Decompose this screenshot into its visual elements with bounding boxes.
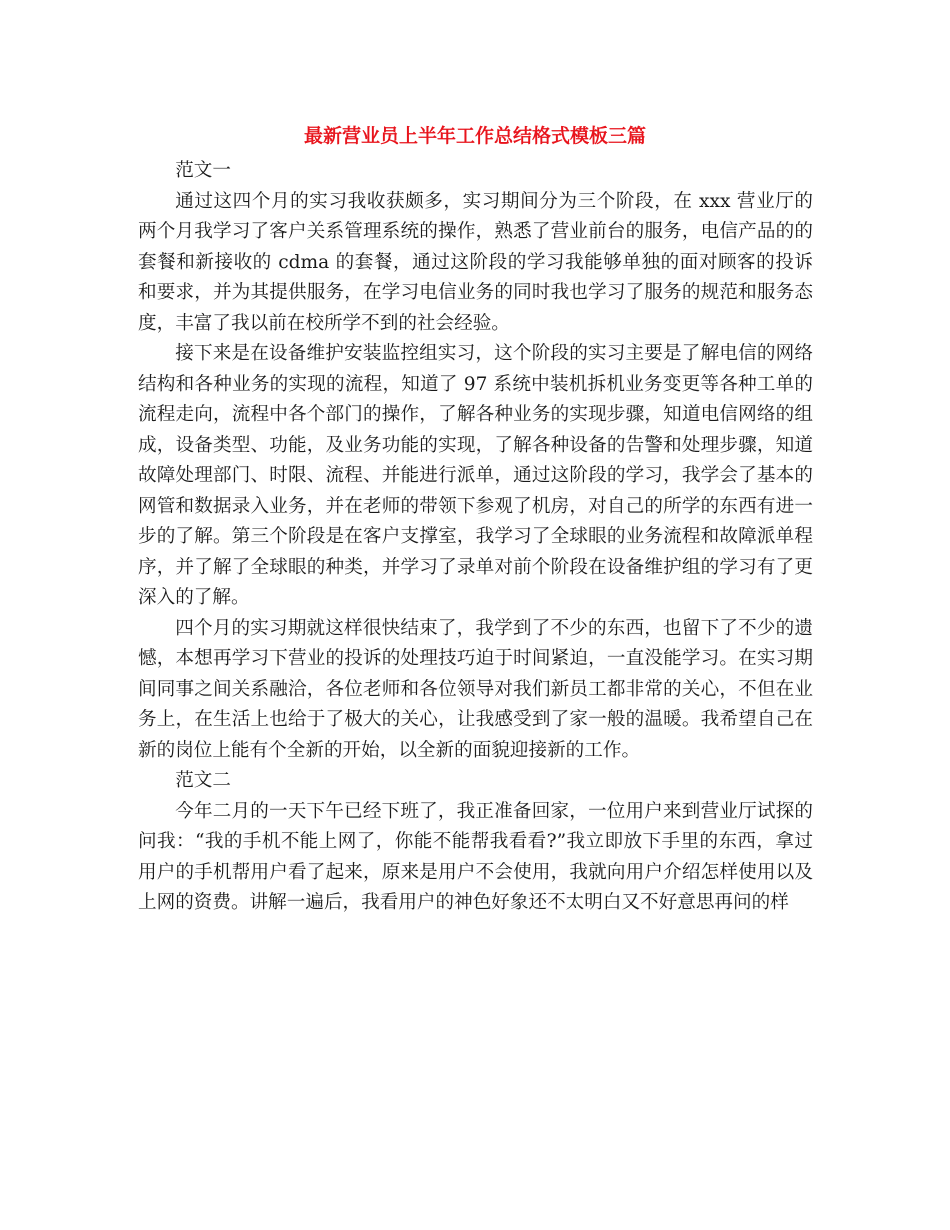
section-heading-1: 范文一 [175, 160, 231, 181]
section-heading-2: 范文二 [175, 770, 231, 791]
document-body [138, 156, 813, 919]
paragraph: 今年二月的一天下午已经下班了，我正准备回家，一位用户来到营业厅试探的问我：“我的手机不能上网了，你能不能帮我看看?”我立即放下手里的东西，拿过用户的手机帮用户看了起来，原来是用户不会使用，我就向用户介绍怎样使用以及上网的资费。讲解一遍后，我看用户的神色好象还不太明白又不好意思再问的样 [138, 800, 813, 913]
document-title: 最新营业员上半年工作总结格式模板三篇 [303, 125, 646, 147]
paragraph: 通过这四个月的实习我收获颇多，实习期间分为三个阶段，在 xxx 营业厅的两个月我学习了客户关系管理系统的操作，熟悉了营业前台的服务，电信产品的的套餐和新接收的 cdma 的套餐，通过这阶段的学习我能够单独的面对顾客的投诉和要求，并为其提供服务，在学习电信业务的同时我也学习了服务的规范和服务态度，丰富了我以前在校所学不到的社会经验。 [138, 190, 813, 334]
paragraph: 四个月的实习期就这样很快结束了，我学到了不少的东西，也留下了不少的遗憾，本想再学习下营业的投诉的处理技巧迫于时间紧迫，一直没能学习。在实习期间同事之间关系融洽，各位老师和各位领导对我们新员工都非常的关心，不但在业务上，在生活上也给于了极大的关心，让我感受到了家一般的温暖。我希望自己在新的岗位上能有个全新的开始，以全新的面貌迎接新的工作。 [138, 617, 813, 761]
paragraph: 接下来是在设备维护安装监控组实习，这个阶段的实习主要是了解电信的网络结构和各种业务的实现的流程，知道了 97 系统中装机拆机业务变更等各种工单的流程走向，流程中各个部门的操作，了解各种业务的实现步骤，知道电信网络的组成，设备类型、功能，及业务功能的实现，了解各种设备的告警和处理步骤，知道故障处理部门、时限、流程、并能进行派单，通过这阶段的学习，我学会了基本的网管和数据录入业务，并在老师的带领下参观了机房，对自己的所学的东西有进一步的了解。第三个阶段是在客户支撑室，我学习了全球眼的业务流程和故障派单程序，并了解了全球眼的种类，并学习了录单对前个阶段在设备维护组的学习有了更深入的了解。 [138, 343, 813, 608]
